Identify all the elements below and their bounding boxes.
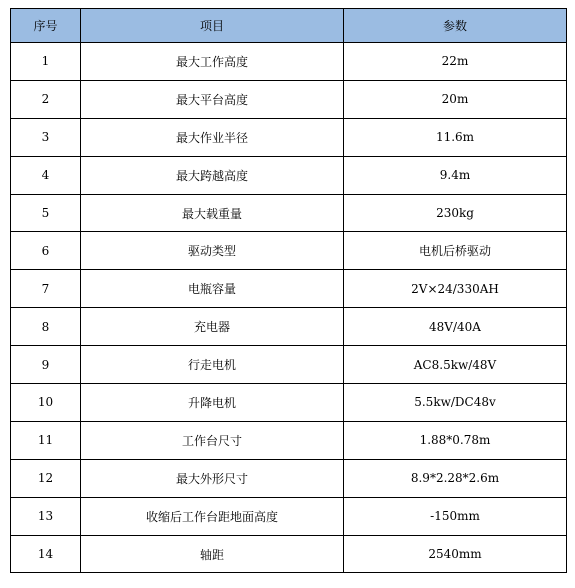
row-number: 5 (11, 194, 81, 232)
row-item: 电瓶容量 (81, 270, 344, 308)
row-number: 2 (11, 80, 81, 118)
table-row (11, 421, 567, 459)
table-row (11, 346, 567, 384)
row-number: 9 (11, 346, 81, 384)
row-value: 5.5kw/DC48v (344, 384, 567, 422)
table-row (11, 459, 567, 497)
table-row (11, 308, 567, 346)
row-item: 行走电机 (81, 346, 344, 384)
row-item: 最大平台高度 (81, 80, 344, 118)
table-row (11, 80, 567, 118)
table-row (11, 156, 567, 194)
row-value: 9.4m (344, 156, 567, 194)
header-item: 项目 (81, 9, 344, 43)
row-value: 电机后桥驱动 (344, 232, 567, 270)
table-row (11, 118, 567, 156)
row-value: 8.9*2.28*2.6m (344, 459, 567, 497)
table-body (11, 43, 567, 573)
row-number: 1 (11, 43, 81, 81)
row-number: 4 (11, 156, 81, 194)
row-value: 20m (344, 80, 567, 118)
row-value: AC8.5kw/48V (344, 346, 567, 384)
row-value: 1.88*0.78m (344, 421, 567, 459)
row-item: 最大作业半径 (81, 118, 344, 156)
row-number: 8 (11, 308, 81, 346)
table-header-row (11, 9, 567, 43)
row-number: 3 (11, 118, 81, 156)
row-number: 14 (11, 535, 81, 573)
row-number: 6 (11, 232, 81, 270)
table-row (11, 232, 567, 270)
table-row (11, 497, 567, 535)
row-number: 10 (11, 384, 81, 422)
row-item: 升降电机 (81, 384, 344, 422)
row-number: 12 (11, 459, 81, 497)
row-value: 2V×24/330AH (344, 270, 567, 308)
table-row (11, 270, 567, 308)
header-parameter: 参数 (344, 9, 567, 43)
row-number: 11 (11, 421, 81, 459)
table-row (11, 535, 567, 573)
row-item: 驱动类型 (81, 232, 344, 270)
row-number: 7 (11, 270, 81, 308)
row-value: 11.6m (344, 118, 567, 156)
spec-table (10, 8, 567, 573)
header-number: 序号 (11, 9, 81, 43)
row-item: 收缩后工作台距地面高度 (81, 497, 344, 535)
row-item: 最大跨越高度 (81, 156, 344, 194)
row-item: 工作台尺寸 (81, 421, 344, 459)
table-row (11, 384, 567, 422)
table-row (11, 194, 567, 232)
row-value: -150mm (344, 497, 567, 535)
row-value: 22m (344, 43, 567, 81)
row-number: 13 (11, 497, 81, 535)
row-value: 2540mm (344, 535, 567, 573)
row-item: 最大工作高度 (81, 43, 344, 81)
row-item: 最大外形尺寸 (81, 459, 344, 497)
row-item: 最大载重量 (81, 194, 344, 232)
row-item: 充电器 (81, 308, 344, 346)
spec-table-container (10, 8, 567, 573)
table-row (11, 43, 567, 81)
row-value: 230kg (344, 194, 567, 232)
row-item: 轴距 (81, 535, 344, 573)
row-value: 48V/40A (344, 308, 567, 346)
